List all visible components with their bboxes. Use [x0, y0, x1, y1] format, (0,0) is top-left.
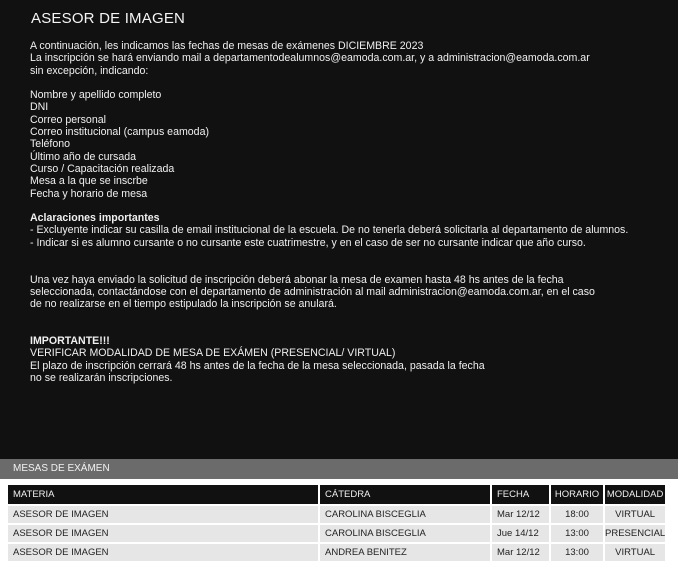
cell-horario: 13:00 [551, 525, 605, 542]
required-field: Teléfono [30, 138, 71, 151]
header-horario: HORARIO [551, 485, 605, 504]
cell-catedra: CAROLINA BISCEGLIA [320, 525, 492, 542]
cell-materia: ASESOR DE IMAGEN [8, 506, 320, 523]
required-field: Correo personal [30, 113, 106, 126]
exam-table-title: MESAS DE EXÁMEN [0, 459, 678, 479]
intro-line: sin excepción, indicando: [30, 64, 149, 77]
cell-materia: ASESOR DE IMAGEN [8, 525, 320, 542]
important-line: no se realizarán inscripciones. [30, 372, 173, 385]
required-field: Último año de cursada [30, 150, 136, 163]
table-row [8, 506, 665, 523]
required-field: Correo institucional (campus eamoda) [30, 126, 209, 139]
important-line: El plazo de inscripción cerrará 48 hs antes de la fecha de la mesa seleccionada, pasada la fecha [30, 359, 485, 372]
cell-modalidad: VIRTUAL [605, 544, 665, 561]
clarification-item: - Excluyente indicar su casilla de email institucional de la escuela. De no tenerla deberá solicitarla al departamento de alumnos. [30, 224, 629, 237]
clarification-item: - Indicar si es alumno cursante o no cursante este cuatrimestre, y en el caso de ser no cursante indicar que año curso. [30, 236, 586, 249]
important-heading: IMPORTANTE!!! [30, 335, 110, 348]
required-field: Nombre y apellido completo [30, 89, 162, 102]
exam-table [8, 483, 665, 563]
cell-horario: 18:00 [551, 506, 605, 523]
intro-line: A continuación, les indicamos las fechas de mesas de exámenes DICIEMBRE 2023 [30, 40, 424, 52]
cell-modalidad: PRESENCIAL [605, 525, 665, 542]
cell-fecha: Mar 12/12 [492, 506, 551, 523]
page-title: ASESOR DE IMAGEN [31, 10, 186, 27]
cell-modalidad: VIRTUAL [605, 506, 665, 523]
header-fecha: FECHA [492, 485, 551, 504]
required-field: Curso / Capacitación realizada [30, 162, 175, 175]
cell-fecha: Jue 14/12 [492, 525, 551, 542]
important-line: VERIFICAR MODALIDAD DE MESA DE EXÁMEN (PRESENCIAL/ VIRTUAL) [30, 347, 396, 360]
clarifications-heading: Aclaraciones importantes [30, 212, 160, 225]
required-field: Fecha y horario de mesa [30, 187, 148, 200]
table-header-row [8, 485, 665, 504]
header-catedra: CÁTEDRA [320, 485, 492, 504]
cell-horario: 13:00 [551, 544, 605, 561]
required-field: DNI [30, 101, 49, 114]
header-materia: MATERIA [8, 485, 320, 504]
table-row [8, 525, 665, 542]
intro-line: La inscripción se hará enviando mail a departamentodealumnos@eamoda.com.ar, y a administracion@eamoda.com.ar [30, 52, 590, 65]
header-modalidad: MODALIDAD [605, 485, 665, 504]
table-row [8, 544, 665, 561]
payment-line: Una vez haya enviado la solicitud de inscripción deberá abonar la mesa de examen hasta 48 hs antes de la fecha [30, 273, 564, 286]
payment-line: seleccionada, contactándose con el departamento de administración al mail administracion@eamoda.com.ar, en el caso [30, 285, 595, 298]
cell-catedra: CAROLINA BISCEGLIA [320, 506, 492, 523]
payment-line: de no realizarse en el tiempo estipulado la inscripción se anulará. [30, 298, 337, 311]
info-body [30, 40, 670, 384]
cell-fecha: Mar 12/12 [492, 544, 551, 561]
required-field: Mesa a la que se inscrbe [30, 175, 148, 188]
cell-catedra: ANDREA BENITEZ [320, 544, 492, 561]
cell-materia: ASESOR DE IMAGEN [8, 544, 320, 561]
